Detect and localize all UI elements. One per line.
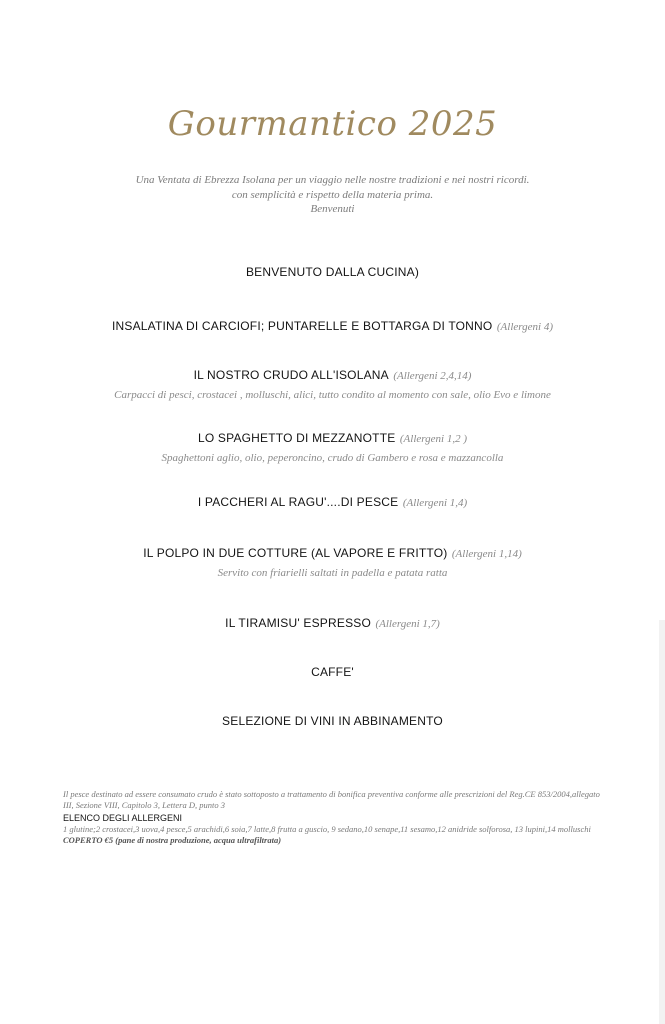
intro-text xyxy=(0,173,665,217)
course-name: LO SPAGHETTO DI MEZZANOTTE xyxy=(197,431,396,445)
course-allergens: (Allergeni 1,4) xyxy=(402,497,468,509)
course-name: CAFFE' xyxy=(311,665,354,679)
course-item xyxy=(0,614,665,632)
course-item xyxy=(0,544,665,579)
course-item xyxy=(0,263,665,281)
cover-charge: COPERTO €5 (pane di nostra produzione, acqua ultrafiltrata) xyxy=(63,835,282,845)
course-description: Carpacci di pesci, crostacei , molluschi, alici, tutto condito al momento con sale, olio Evo e limone xyxy=(114,389,551,401)
course-name: IL POLPO IN DUE COTTURE (AL VAPORE E FRITTO) xyxy=(143,546,448,560)
course-item xyxy=(0,429,665,464)
course-name: INSALATINA DI CARCIOFI; PUNTARELLE E BOTTARGA DI TONNO xyxy=(112,319,493,333)
course-allergens: (Allergeni 1,2 ) xyxy=(399,433,467,445)
course-item xyxy=(0,663,665,681)
menu-title: Gourmantico 2025 xyxy=(167,104,498,144)
course-name: IL TIRAMISU' ESPRESSO xyxy=(225,616,372,630)
course-allergens: (Allergeni 2,4,14) xyxy=(393,370,472,382)
course-item xyxy=(0,366,665,401)
course-description: Spaghettoni aglio, olio, peperoncino, crudo di Gambero e rosa e mazzancolla xyxy=(161,452,504,464)
course-name: BENVENUTO DALLA CUCINA) xyxy=(245,265,420,279)
allergens-list: 1 glutine;2 crostacei,3 uova,4 pesce,5 arachidi,6 soia,7 latte,8 frutta a guscio, 9 sedano,10 senape,11 sesamo,12 anidride solforosa, 13 lupini,14 molluschi xyxy=(63,824,591,834)
course-description: Servito con friarielli saltati in padella e patata ratta xyxy=(217,567,448,579)
allergens-heading: ELENCO DEGLI ALLERGENI xyxy=(63,813,183,823)
footer-notes xyxy=(63,789,603,846)
course-name: I PACCHERI AL RAGU'....DI PESCE xyxy=(197,495,399,509)
course-allergens: (Allergeni 1,7) xyxy=(375,618,440,630)
course-name: IL NOSTRO CRUDO ALL'ISOLANA xyxy=(193,368,389,382)
scrollbar-track[interactable] xyxy=(659,620,665,1024)
course-allergens: (Allergeni 4) xyxy=(496,321,553,333)
course-item xyxy=(0,493,665,511)
intro-line: con semplicità e rispetto della materia prima. xyxy=(231,188,434,201)
intro-line: Benvenuti xyxy=(310,203,355,215)
course-item xyxy=(0,712,665,730)
course-allergens: (Allergeni 1,14) xyxy=(451,548,522,560)
raw-fish-note: Il pesce destinato ad essere consumato crudo è stato sottoposto a trattamento di bonifica preventiva conforme alle prescrizioni del Reg.CE 853/2004,allegato III, Sezione VIII, Capitolo 3, Lettera D, punto 3 xyxy=(63,789,600,810)
intro-line: Una Ventata di Ebrezza Isolana per un viaggio nelle nostre tradizioni e nei nostri ricordi. xyxy=(135,174,530,186)
course-item xyxy=(0,317,665,335)
course-name: SELEZIONE DI VINI IN ABBINAMENTO xyxy=(222,714,443,728)
